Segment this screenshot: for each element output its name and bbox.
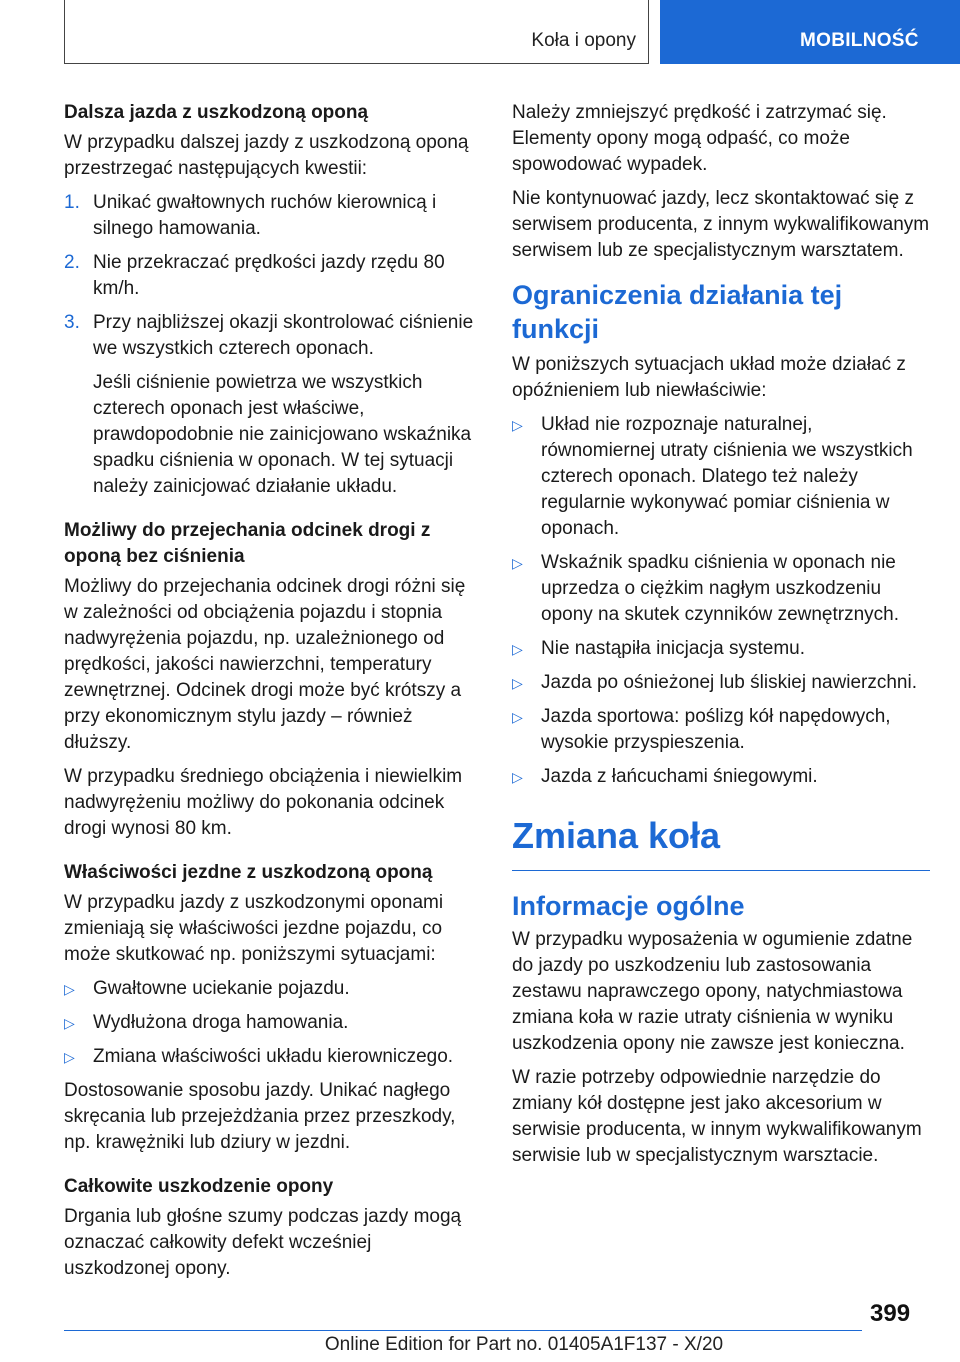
- list-item-text: Jazda po ośnieżonej lub śliskiej nawierzchni.: [541, 672, 917, 693]
- paragraph: W przypadku wyposażenia w ogumienie zdatne do jazdy po uszkodzeniu lub zastosowania zestawu naprawczego opony, natychmiastowa zmiana koła w razie utraty ciśnienia w wyniku uszkodzenia opony nie zawsze jest konieczna.: [512, 929, 913, 1054]
- numbered-list: [64, 190, 482, 500]
- list-item: [64, 250, 482, 302]
- list-number: 1.: [64, 192, 80, 213]
- footer-edition-text: Online Edition for Part no. 01405A1F137 - X/20: [324, 1334, 724, 1355]
- list-item: [512, 704, 930, 756]
- list-item-text: Gwałtowne uciekanie pojazdu.: [93, 978, 350, 999]
- list-item: [64, 976, 482, 1002]
- list-item-text: Układ nie rozpoznaje naturalnej, równomiernej utraty ciśnienia we wszystkich czterech oponach. Dlatego też należy regularnie wykonywać pomiar ciśnienia w oponach.: [541, 414, 913, 539]
- triangle-bullet-icon: ▷: [512, 769, 523, 785]
- triangle-bullet-icon: ▷: [64, 981, 75, 997]
- triangle-bullet-icon: ▷: [64, 1049, 75, 1065]
- list-item-note: Jeśli ciśnienie powietrza we wszystkich czterech oponach jest właściwe, prawdopodobnie nie zainicjowano wskaźnika spadku ciśnienia w oponach. W tej sytuacji należy zainicjować działanie układu.: [93, 372, 472, 497]
- paragraph: Należy zmniejszyć prędkość i zatrzymać się. Elementy opony mogą odpaść, co może spowodować wypadek.: [512, 102, 887, 175]
- header-section-tab: [660, 0, 960, 64]
- list-item-text: Jazda z łańcuchami śniegowymi.: [541, 766, 818, 787]
- paragraph: W razie potrzeby odpowiednie narzędzie do zmiany kół dostępne jest jako akcesorium w serwisie producenta, w innym wykwalifikowanym serwisie lub w specjalistycznym warsztacie.: [512, 1067, 922, 1166]
- paragraph: W przypadku dalszej jazdy z uszkodzoną oponą przestrzegać następujących kwestii:: [64, 132, 469, 179]
- paragraph: Nie kontynuować jazdy, lecz skontaktować się z serwisem producenta, z innym wykwalifikowanym serwisem lub ze specjalistycznym warsztatem.: [512, 188, 930, 261]
- header-breadcrumb: Koła i opony: [531, 30, 636, 51]
- paragraph: Dostosowanie sposobu jazdy. Unikać nagłego skręcania lub przejeżdżania przez przeszkody, np. krawężniki lub dziury w jezdni.: [64, 1080, 456, 1153]
- bullet-list: [512, 412, 930, 790]
- list-item-text: Wskaźnik spadku ciśnienia w oponach nie uprzedza o ciężkim nagłym uszkodzeniu opony na skutek czynników zewnętrznych.: [541, 552, 900, 625]
- section-title-damaged-tire: Dalsza jazda z uszkodzoną oponą: [64, 102, 369, 123]
- paragraph: W przypadku średniego obciążenia i niewielkim nadwyrężeniu możliwy do pokonania odcinek drogi wynosi 80 km.: [64, 766, 463, 839]
- list-item: [64, 1044, 482, 1070]
- list-item: [512, 412, 930, 542]
- right-column: [512, 100, 930, 1177]
- left-column: [64, 100, 482, 1290]
- list-item-text: Przy najbliższej okazji skontrolować ciśnienie we wszystkich czterech oponach.: [93, 312, 474, 359]
- header-section-label: MOBILNOŚĆ: [800, 30, 919, 51]
- list-number: 2.: [64, 252, 80, 273]
- list-item-text: Nie nastąpiła inicjacja systemu.: [541, 638, 806, 659]
- list-number: 3.: [64, 312, 80, 333]
- paragraph: W poniższych sytuacjach układ może działać z opóźnieniem lub niewłaściwie:: [512, 354, 906, 401]
- page-number: 399: [870, 1300, 911, 1327]
- paragraph: Możliwy do przejechania odcinek drogi różni się w zależności od obciążenia pojazdu i stopnia nadwyrężenia pojazdu, np. uzależnionego od prędkości, jakości nawierzchni, temperatury zewnętrznej. Odcinek drogi może być krótszy a przy ekonomicznym stylu jazdy – również dłuższy.: [64, 576, 466, 753]
- triangle-bullet-icon: ▷: [512, 709, 523, 725]
- list-item-text: Zmiana właściwości układu kierowniczego.: [93, 1046, 454, 1067]
- list-item: [512, 764, 930, 790]
- header-box: [64, 0, 649, 64]
- list-item: [64, 310, 482, 500]
- list-item: [512, 636, 930, 662]
- triangle-bullet-icon: ▷: [512, 555, 523, 571]
- triangle-bullet-icon: ▷: [64, 1015, 75, 1031]
- list-item: [64, 190, 482, 242]
- bullet-list: [64, 976, 482, 1070]
- section-title-driving-properties: Właściwości jezdne z uszkodzoną oponą: [64, 862, 433, 883]
- list-item-text: Jazda sportowa: poślizg kół napędowych, wysokie przyspieszenia.: [541, 706, 891, 753]
- section-title-total-failure: Całkowite uszkodzenie opony: [64, 1176, 334, 1197]
- footer-divider: [64, 1330, 862, 1331]
- section-title-distance: Możliwy do przejechania odcinek drogi z oponą bez ciśnienia: [64, 520, 431, 567]
- list-item-text: Wydłużona droga hamowania.: [93, 1012, 349, 1033]
- triangle-bullet-icon: ▷: [512, 417, 523, 433]
- list-item-text: Unikać gwałtownych ruchów kierownicą i silnego hamowania.: [93, 192, 437, 239]
- paragraph: Drgania lub głośne szumy podczas jazdy mogą oznaczać całkowity defekt wcześniej uszkodzonej opony.: [64, 1206, 462, 1279]
- triangle-bullet-icon: ▷: [512, 675, 523, 691]
- heading-limitations: Ograniczenia działania tej funkcji: [512, 280, 843, 344]
- list-item: [512, 670, 930, 696]
- heading-general-info: Informacje ogólne: [512, 891, 745, 921]
- paragraph: W przypadku jazdy z uszkodzonymi oponami zmieniają się właściwości jezdne pojazdu, co może skutkować np. poniższymi sytuacjami:: [64, 892, 444, 965]
- list-item: [512, 550, 930, 628]
- heading-wheel-change: Zmiana koła: [512, 814, 930, 871]
- list-item: [64, 1010, 482, 1036]
- list-item-text: Nie przekraczać prędkości jazdy rzędu 80 km/h.: [93, 252, 445, 299]
- triangle-bullet-icon: ▷: [512, 641, 523, 657]
